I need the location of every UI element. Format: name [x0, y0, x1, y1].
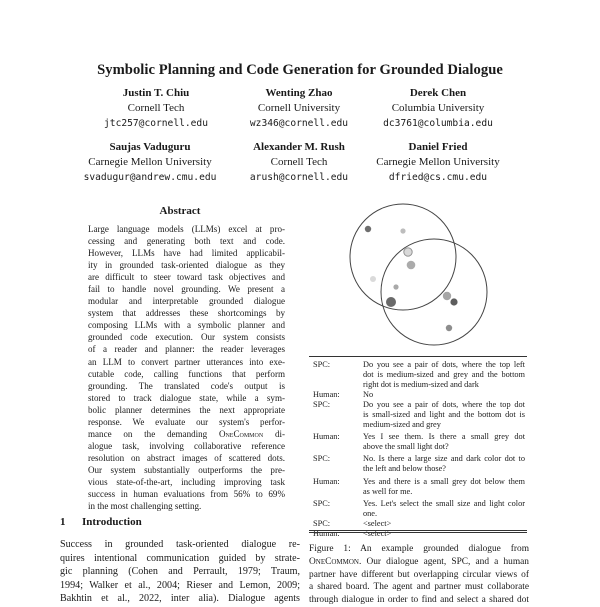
utterance-line: medium-sized and grey	[363, 420, 441, 430]
abstract-line: ity in grounded task-oriented dialogue as they	[88, 260, 285, 271]
author-email[interactable]: jtc257@cornell.edu	[104, 118, 208, 129]
utterance	[363, 477, 525, 497]
abstract-heading: Abstract	[159, 205, 201, 217]
intro-line: quires intentional communication guided by strate-	[60, 552, 300, 564]
author-affiliation: Columbia University	[391, 102, 485, 114]
dialogue-row	[313, 360, 525, 390]
dot	[450, 298, 457, 305]
paper-title: Symbolic Planning and Code Generation for Grounded Dialogue	[97, 62, 503, 78]
speaker: Human:	[313, 476, 340, 486]
author-name: Daniel Fried	[408, 141, 468, 153]
utterance	[363, 360, 525, 390]
utterance-line: is small-sized and light and the bottom dot is	[363, 410, 525, 420]
author-email[interactable]: svadugur@andrew.cmu.edu	[83, 172, 217, 183]
utterance	[363, 390, 525, 400]
abstract-line: modular and interpretable grounded dialogue	[88, 296, 285, 307]
author-block	[348, 86, 528, 131]
utterance-line: Do you see a pair of dots, where the top left	[363, 360, 525, 369]
utterance-line: the left and below those?	[363, 464, 446, 474]
utterance-line: right dot is medium-sized and dark	[363, 380, 479, 390]
abstract-text: mance on the demanding	[88, 428, 208, 439]
view-circles	[350, 204, 487, 345]
dot	[400, 228, 405, 233]
abstract-line: bolic planner determines the next appropriate	[88, 404, 285, 415]
dot	[443, 292, 451, 300]
utterance-line: one.	[363, 508, 378, 518]
abstract-line: grounded code execution. Our system consists	[88, 332, 285, 343]
speaker: SPC:	[313, 360, 331, 369]
caption-text: . Our dialogue agent, SPC, and a human	[358, 556, 529, 567]
section-title: Introduction	[82, 516, 142, 528]
dot	[386, 297, 396, 307]
dataset-name: OneCommon	[309, 556, 359, 567]
section-heading	[60, 516, 142, 528]
abstract-line: resolution on abstract images of scattered dots.	[88, 452, 285, 463]
abstract-line: of a reader and planner: the reader leverages	[88, 344, 285, 355]
abstract-line: Our system substantially outperforms the pre-	[88, 464, 285, 475]
utterance	[363, 499, 525, 519]
caption-line: a shared board. The agent and partner must collaborate	[309, 582, 529, 593]
dialogue-row	[313, 400, 525, 430]
utterance-line: dot is medium-sized and grey and the bottom	[363, 370, 525, 380]
author-affiliation: Cornell Tech	[270, 156, 328, 168]
dot	[404, 248, 412, 256]
dot	[370, 276, 376, 282]
abstract-line: composing LLMs with a symbolic planner and	[88, 320, 285, 331]
figure-caption	[309, 543, 529, 607]
intro-line: Success in grounded task-oriented dialogue re-	[60, 539, 300, 550]
abstract-line: are difficult to steer toward task objectives and	[88, 272, 285, 283]
introduction-body	[60, 538, 300, 606]
author-email[interactable]: arush@cornell.edu	[249, 172, 349, 183]
utterance-line: No. Is there a large size and dark color dot to	[363, 454, 525, 464]
dot	[365, 226, 371, 232]
figure-dot-views	[318, 195, 528, 355]
dialogue-row	[313, 477, 525, 497]
utterance	[363, 432, 525, 452]
abstract-line: success in human evaluations from 56% to 69%	[88, 489, 285, 500]
dialogue-row	[313, 519, 525, 529]
dots	[365, 226, 458, 331]
intro-line: 1994; Walker et al., 2004; Rieser and Lemon, 2009;	[60, 579, 300, 591]
utterance-line: Do you see a pair of dots, where the top dot	[363, 400, 525, 410]
abstract-line: fail to handle novel grounding. We present a	[88, 284, 285, 295]
abstract-line: an LLM to convert partner utterances into exe-	[88, 356, 285, 367]
speaker: Human:	[313, 432, 340, 442]
dot	[446, 325, 452, 331]
author-block	[348, 140, 528, 185]
author-name: Justin T. Chiu	[122, 87, 190, 99]
table-bottom-rule	[309, 530, 527, 531]
abstract-line: alogue task, involving collaborative reference	[88, 440, 285, 451]
abstract-line-dataset	[88, 428, 285, 440]
author-affiliation: Cornell University	[257, 102, 341, 114]
abstract-line: response. We evaluate our system's perfor-	[88, 416, 285, 427]
speaker: Human:	[313, 390, 340, 400]
caption-line: partner have different but overlapping circular views of	[309, 569, 529, 580]
view-circle	[350, 204, 456, 310]
section-number: 1	[60, 516, 66, 528]
view-circle	[381, 239, 487, 345]
table-top-rule	[309, 356, 527, 357]
dot	[393, 284, 398, 289]
dialogue-row	[313, 499, 525, 519]
author-name: Wenting Zhao	[265, 87, 333, 99]
abstract-line: grounding. The translated code's output is	[88, 380, 285, 391]
abstract-line: in the most challenging setting.	[88, 501, 202, 512]
author-email[interactable]: dc3761@columbia.edu	[383, 118, 493, 129]
speaker: SPC:	[313, 518, 331, 528]
utterance-line: as well for me.	[363, 486, 413, 496]
utterance-line: Yes and there is a small grey dot below them	[363, 476, 525, 486]
utterance-line: <select>	[363, 528, 392, 538]
speaker: SPC:	[313, 498, 331, 508]
utterance-line: <select>	[363, 518, 392, 528]
abstract-line: cutable code, calling functions that perform	[88, 368, 285, 379]
intro-line: Bakhtin et al., 2022, inter alia). Dialogue agents	[60, 593, 300, 605]
speaker: SPC:	[313, 454, 331, 464]
dialogue-table	[313, 360, 525, 539]
dialogue-row	[313, 432, 525, 452]
abstract-line: system that addresses these shortcomings by	[88, 308, 285, 319]
caption-line: through dialogue in order to find and select a shared dot	[309, 595, 529, 606]
utterance-line: No	[363, 390, 374, 400]
author-email[interactable]: wz346@cornell.edu	[249, 118, 349, 129]
utterance-line: Yes. Let's select the small size and light color	[363, 498, 525, 508]
abstract-line: vious state-of-the-art, including improving task	[88, 476, 285, 487]
abstract-body	[88, 223, 285, 512]
abstract-line: stored to track dialogue state, while a sym-	[88, 392, 285, 403]
intro-line: gic planning (Cohen and Perrault, 1979; Traum,	[60, 566, 300, 578]
speaker: SPC:	[313, 400, 331, 410]
caption-line: Figure 1: An example grounded dialogue from	[309, 544, 529, 554]
author-name: Saujas Vaduguru	[109, 141, 191, 153]
dialogue-row	[313, 390, 525, 400]
author-affiliation: Carnegie Mellon University	[88, 156, 212, 168]
author-affiliation: Carnegie Mellon University	[376, 156, 500, 168]
abstract-text: di-	[263, 428, 285, 439]
caption-line	[309, 556, 529, 569]
utterance	[363, 400, 525, 430]
abstract-line: cessing and generating both text and code.	[88, 236, 285, 247]
author-name: Alexander M. Rush	[253, 141, 345, 153]
dataset-name: OneCommon	[218, 428, 264, 439]
dialogue-row	[313, 454, 525, 474]
utterance	[363, 519, 525, 529]
dot	[407, 261, 416, 270]
speaker: Human:	[313, 528, 340, 538]
utterance-line: Yes I see them. Is there a small grey dot	[363, 432, 525, 442]
table-bottom-rule	[309, 532, 527, 533]
author-name: Derek Chen	[409, 87, 467, 99]
utterance-line: above the small light dot?	[363, 442, 449, 452]
abstract-line: Large language models (LLMs) excel at pro-	[88, 224, 285, 234]
author-affiliation: Cornell Tech	[127, 102, 185, 114]
abstract-line: However, LLMs have had limited applicabil-	[88, 248, 285, 259]
utterance	[363, 454, 525, 474]
author-email[interactable]: dfried@cs.cmu.edu	[388, 172, 488, 183]
